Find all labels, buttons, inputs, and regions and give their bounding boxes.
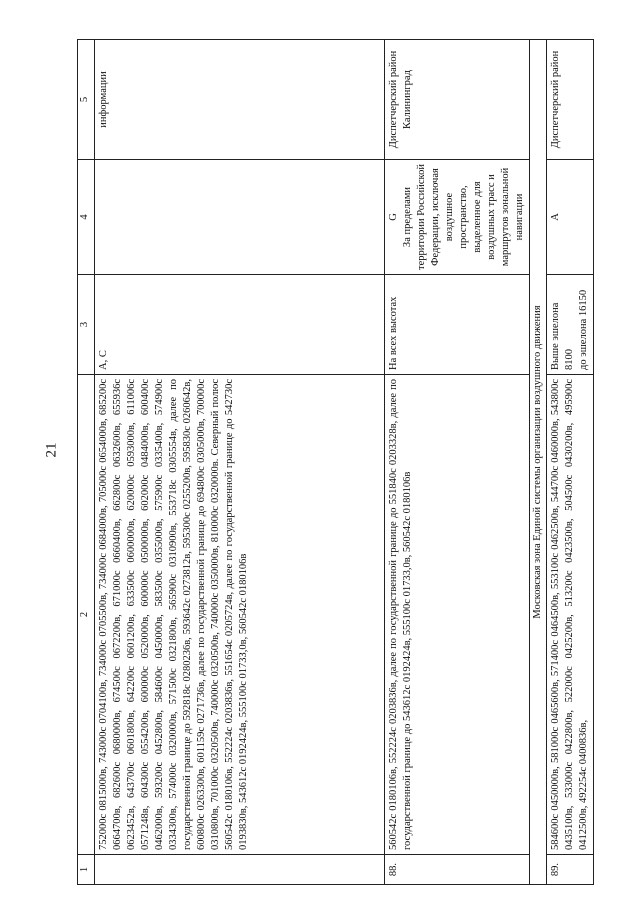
row-info: информации (95, 40, 385, 160)
airspace-table (77, 39, 594, 885)
table-row (547, 40, 594, 885)
row-altitude: Выше эшелона 8100 до эшелона 16150 (547, 275, 594, 375)
rotated-page (77, 40, 589, 885)
row-number: 89. (547, 855, 594, 885)
header-col-3: 3 (78, 275, 95, 375)
table-row (95, 40, 385, 885)
row-info: Диспетчерский район (547, 40, 594, 160)
header-col-1: 1 (78, 855, 95, 885)
page-number: 21 (43, 442, 60, 458)
row-number (95, 855, 385, 885)
row-altitude: А, С (95, 275, 385, 375)
header-col-5: 5 (78, 40, 95, 160)
row-number: 88. (385, 855, 530, 885)
row-boundary-coordinates: 560542с 0180106в, 552224с 0203836в, далее по государственной границе до 551840с 0203328в, далее по государственной границе до 543612с 0192424в, 555100с 01733,0в, 560542с 0180106в (385, 375, 530, 855)
row-boundary-coordinates: 584600с 0450000в, 581000с 0465600в, 571400с 0464500в, 553100с 0462500в, 544700с 0460000в, 543800с 0435100в, 533000с 0422800в, 522000с 0425200в, 513200с 0423500в, 504500с 0430200в, 495900с 0412500в, 492254с 0400836в, (547, 375, 594, 855)
row-info: Диспетчерский район Калининград (385, 40, 530, 160)
header-col-4: 4 (78, 160, 95, 275)
document-content (77, 40, 589, 885)
row-classification (95, 160, 385, 275)
row-altitude: На всех высотах (385, 275, 530, 375)
section-title: Московская зона Единой системы организации воздушного движения (530, 40, 547, 885)
row-boundary-coordinates: 752000с 0815000в, 743000с 0704100в, 734000с 0705500в, 734000с 0684000в, 705000с 0654000в, 685200с 0664700в, 682600с 0680000в, 674500с 0672200в, 671000с 0660400в, 662800с 0632600в, 655936с 0623452в, 643700с 0601800в, 642200с 0601200в, 633500с 0600000в, 620000с 0593000в, 611006с 0571248в, 604300с 0554200в, 600000с 0520000в, 600000с 0500000в, 602000с 0484000в, 600400с 0462000в, 593200с 0452800в, 584600с 0450000в, 583500с 0355000в, 575900с 0335400в, 574900с 0334300в, 574000с 0320000в, 571500с 0321800в, 565900с 0310900в, 553718с 0305554в, далее по государственной границе до 592818с 0280236в, 593642с 0273812в, 595300с 0255200в, 595830с 0260642в, 600800с 0263300в, 601159с 0271736в, далее по государственной границе до 694800с 0305000в, 700000с 0310800в, 701000с 0320500в, 740000с 0320500в, 740000с 0350000в, 810000с 0320000в. Северный полюс 560542с 0180106в, 552224с 0203836в, 551654с 0205724в, далее по государственной границе до 542730с 0193830в, 543612с 0192424в, 555100с 0173З,0в, 560542с 0180106в (95, 375, 385, 855)
section-row (530, 40, 547, 885)
header-col-2: 2 (78, 375, 95, 855)
table-row (385, 40, 530, 885)
header-row (78, 40, 95, 885)
row-classification: А (547, 160, 594, 275)
row-classification: G За пределами территории Российской Федерации, исключая воздушное пространство, выделенное для воздушных трасс и маршрутов зональной навигации (385, 160, 530, 275)
